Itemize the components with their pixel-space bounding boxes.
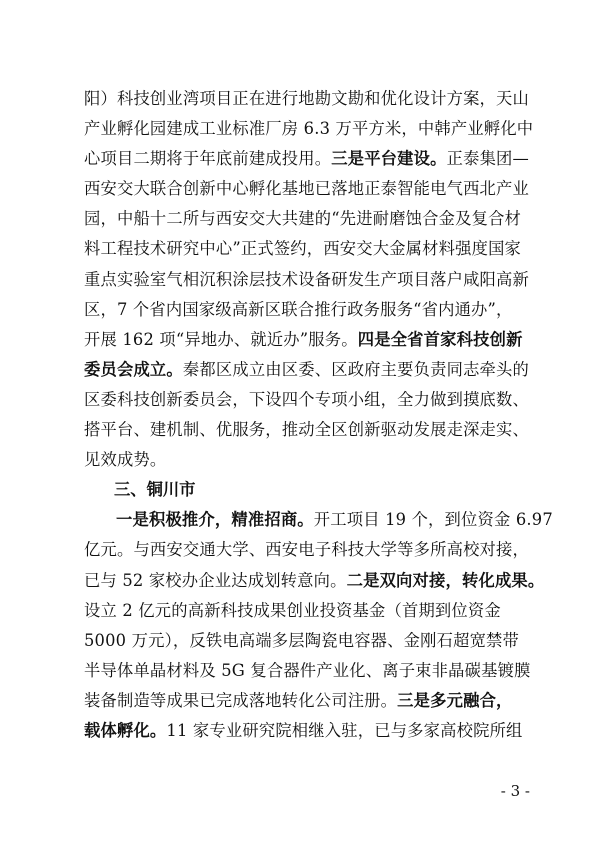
text-line [84,505,553,535]
page-number: - 3 - [500,782,530,800]
text-segment: 设立 2 亿元的高新科技成果创业投资基金（首期到位资金 [84,600,501,620]
text-line [84,626,528,656]
text-line [84,686,528,716]
paragraph-2 [84,505,553,746]
text-segment: 区委科技创新委员会，下设四个专项小组，全力做到摸底数、 [84,389,529,409]
section-heading: 三、铜川市 [114,480,196,500]
text-segment: 开工项目 19 个，到位资金 6.97 [313,510,553,530]
text-segment: 区，7 个省内国家级高新区联合推行政务服务“省内通办”， [84,299,513,319]
text-line [84,174,528,204]
text-line [84,265,528,295]
text-line [84,325,528,355]
bold-text-segment: 四是全省首家科技创新 [357,329,523,349]
text-segment: 心项目二期将于年底前建成投用。 [84,149,332,169]
text-line [84,295,528,325]
bold-text-segment: 三是多元融合， [397,690,513,710]
text-line [84,535,528,565]
text-segment: 园，中船十二所与西安交大共建的“先进耐磨蚀合金及复合材 [84,209,522,229]
bold-text-segment: 三是平台建设。 [331,149,447,169]
text-line [84,84,528,114]
bold-text-segment: 二是双向对接，转化成果。 [346,570,545,590]
text-segment: 产业孵化园建成工业标准厂房 6.3 万平方米，中韩产业孵化中 [84,119,534,139]
body-text [84,84,553,746]
text-segment: 已与 52 家校办企业达成划转意向。 [84,570,347,590]
text-segment: 见效成势。 [84,450,167,470]
text-line [84,415,528,445]
text-segment: 正泰集团— [446,149,530,169]
text-segment: 秦都区成立由区委、区政府主要负责同志牵头的 [182,359,529,379]
paragraph-1 [84,84,534,475]
text-line [84,445,528,475]
text-line [84,716,528,746]
text-line [84,234,528,264]
text-line [84,596,528,626]
text-segment: 重点实验室气相沉积涂层技术设备研发生产项目落户咸阳高新 [84,269,529,289]
text-line [84,355,528,385]
text-segment: 5000 万元），反铁电高端多层陶瓷电容器、金刚石超宽禁带 [84,630,520,650]
text-line [84,204,528,234]
text-line [84,114,534,144]
text-line [84,144,528,174]
text-segment: 亿元。与西安交通大学、西安电子科技大学等多所高校对接， [84,540,529,560]
text-line [84,656,531,686]
bold-text-segment: 一是积极推介，精准招商。 [116,510,314,530]
text-segment: 装备制造等成果已完成落地转化公司注册。 [84,690,398,710]
text-segment: 半导体单晶材料及 5G 复合器件产业化、离子束非晶碳基镀膜 [84,660,531,680]
text-line [84,566,545,596]
text-segment: 料工程技术研究中心”正式签约，西安交大金属材料强度国家 [84,239,522,259]
text-line [84,385,528,415]
text-segment: 搭平台、建机制、优服务，推动全区创新驱动发展走深走实、 [84,420,529,440]
text-segment: 西安交大联合创新中心孵化基地已落地正泰智能电气西北产业 [84,179,529,199]
text-segment: 11 家专业研究院相继入驻，已与多家高校院所组 [166,720,523,740]
text-segment: 阳）科技创业湾项目正在进行地勘文勘和优化设计方案，天山 [84,89,529,108]
bold-text-segment: 委员会成立。 [84,359,183,379]
bold-text-segment: 载体孵化。 [84,720,167,740]
text-segment: 开展 162 项“异地办、就近办”服务。 [84,329,358,349]
